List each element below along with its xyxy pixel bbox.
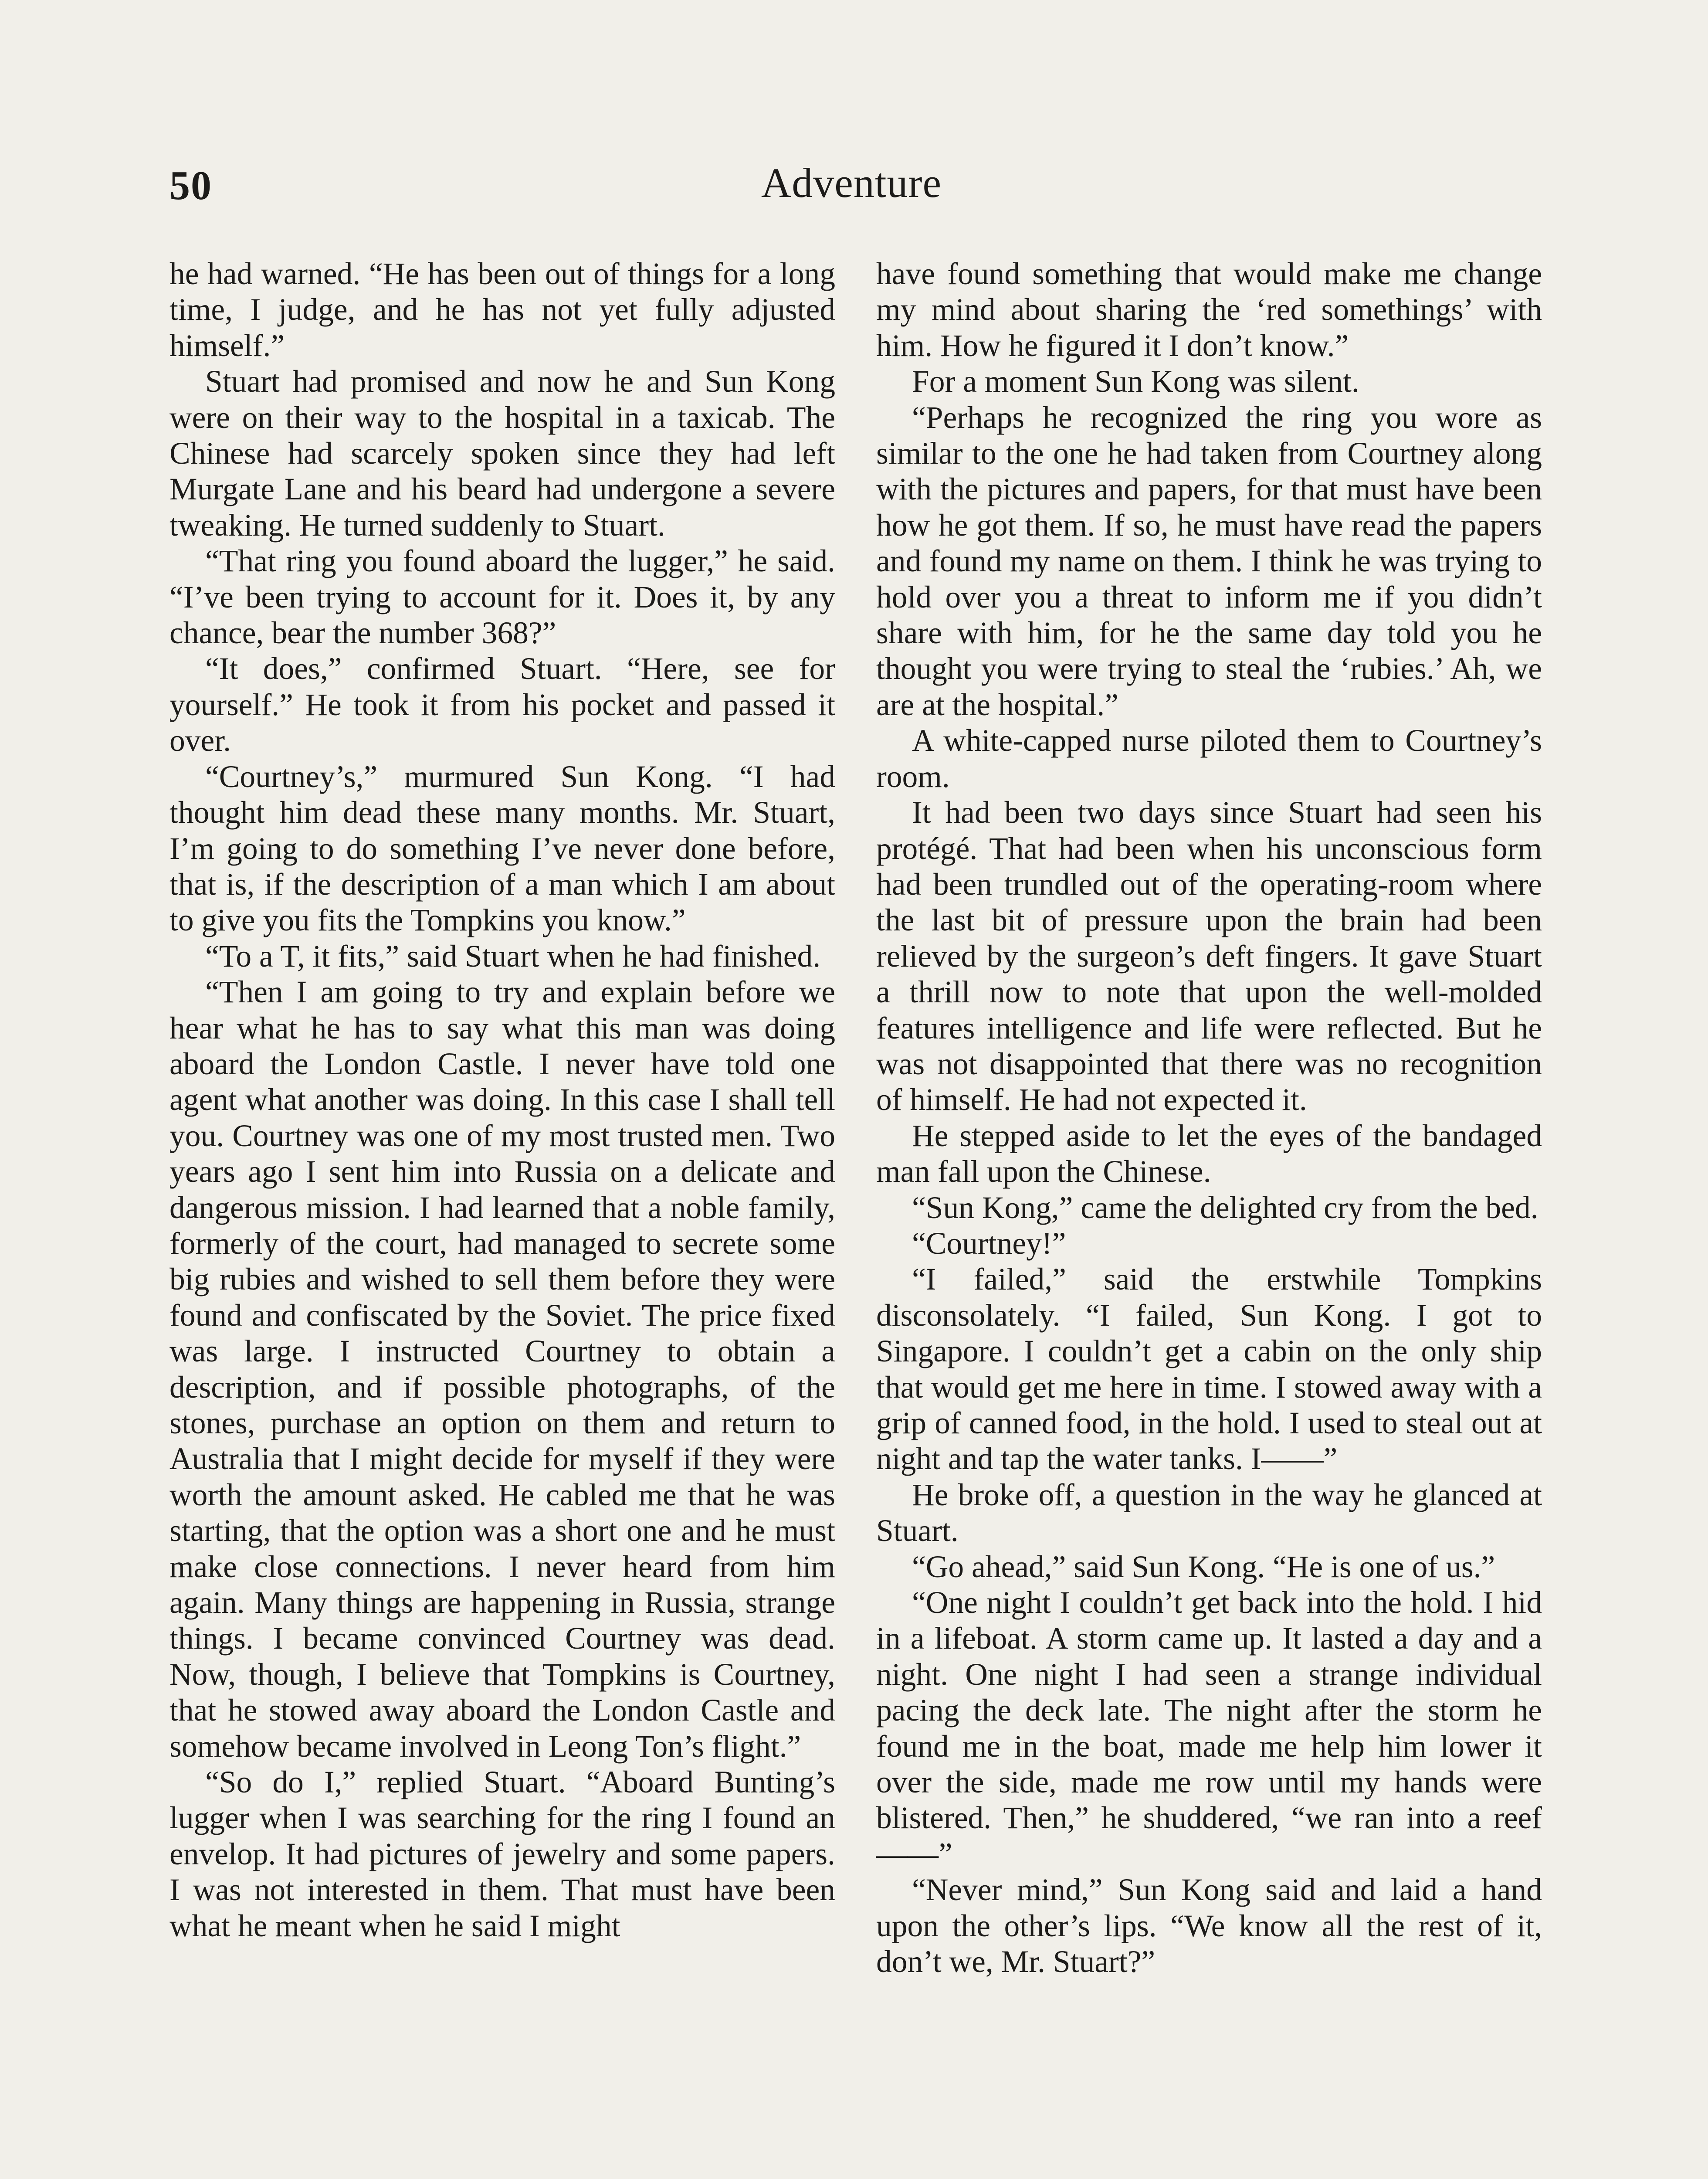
paragraph: For a moment Sun Kong was silent. [912,364,1359,399]
paragraph: “I failed,” said the erstwhile Tompkins disconsolately. “I failed, Sun Kong. I got to Singapore. I couldn’t get a cabin on the only ship that would get me here in time. I stowed away with a grip of canned food, in the hold. I used to steal out at night and tap the water tanks. I——” [876,1262,1542,1476]
paragraph: “That ring you found aboard the lugger,” he said. “I’ve been trying to account for it. Does it, by any chance, bear the number 368?” [169,544,835,651]
paragraph: “Perhaps he recognized the ring you wore as similar to the one he had taken from Courtney along with the pictures and papers, for that must have been how he got them. If so, he must have read the papers and found my name on them. I think he was trying to hold over you a threat to inform me if you didn’t share with him, for he the same day told you he thought you were trying to steal the ‘rubies.’ Ah, we are at the hospital.” [876,400,1542,722]
paragraph: he had warned. “He has been out of things for a long time, I judge, and he has not yet fully adjusted himself.” [169,257,835,363]
paragraph: It had been two days since Stuart had seen his protégé. That had been when his unconscious form had been trundled out of the operating-room where the last bit of pressure upon the brain had been relieved by the surgeon’s deft fingers. It gave Stuart a thrill now to note that upon the well-molded features intelligence and life were reflected. But he was not disappointed that there was no recognition of himself. He had not expected it. [876,795,1542,1117]
paragraph: “It does,” confirmed Stuart. “Here, see for yourself.” He took it from his pocket and passed it over. [169,652,835,758]
right-text-column [876,256,1542,1980]
page-header [169,162,1533,223]
page-number: 50 [169,163,212,208]
paragraph: “Courtney!” [912,1226,1066,1261]
paragraph: He broke off, a question in the way he glanced at Stuart. [876,1477,1542,1548]
paragraph: “So do I,” replied Stuart. “Aboard Bunting’s lugger when I was searching for the ring I found an envelop. It had pictures of jewelry and some papers. I was not interested in them. That must have been what he meant when he said I might [169,1765,835,1943]
paragraph: “Then I am going to try and explain before we hear what he has to say what this man was doing aboard the London Castle. I never have told one agent what another was doing. In this case I shall tell you. Courtney was one of my most trusted men. Two years ago I sent him into Russia on a delicate and dangerous mission. I had learned that a noble family, formerly of the court, had managed to secrete some big rubies and wished to sell them before they were found and confiscated by the Soviet. The price fixed was large. I instructed Courtney to obtain a description, and if possible photographs, of the stones, purchase an option on them and return to Australia that I might decide for myself if they were worth the amount asked. He cabled me that he was starting, that the option was a short one and he must make close connections. I never heard from him again. Many things are happening in Russia, strange things. I became convinced Courtney was dead. Now, though, I believe that Tompkins is Courtney, that he stowed away aboard the London Castle and somehow became involved in Leong Ton’s flight.” [169,975,835,1764]
paragraph: “Courtney’s,” murmured Sun Kong. “I had thought him dead these many months. Mr. Stuart, I’m going to do something I’ve never done before, that is, if the description of a man which I am about to give you fits the Tompkins you know.” [169,759,835,938]
paragraph: A white-capped nurse piloted them to Courtney’s room. [876,723,1542,794]
paragraph: He stepped aside to let the eyes of the bandaged man fall upon the Chinese. [876,1118,1542,1189]
paragraph: “To a T, it fits,” said Stuart when he had finished. [205,939,821,974]
paragraph: “Never mind,” Sun Kong said and laid a hand upon the other’s lips. “We know all the rest of it, don’t we, Mr. Stuart?” [876,1873,1542,1979]
paragraph: “Go ahead,” said Sun Kong. “He is one of us.” [912,1549,1495,1584]
running-title: Adventure [761,160,942,206]
paragraph: “One night I couldn’t get back into the hold. I hid in a lifeboat. A storm came up. It lasted a day and a night. One night I had seen a strange individual pacing the deck late. The night after the storm he found me in the boat, made me help him lower it over the side, made me row until my hands were blistered. Then,” he shuddered, “we ran into a reef——” [876,1585,1542,1871]
paragraph: have found something that would make me change my mind about sharing the ‘red somethings’ with him. How he figured it I don’t know.” [876,257,1542,363]
paragraph: “Sun Kong,” came the delighted cry from the bed. [912,1190,1539,1225]
left-text-column [169,256,835,1944]
paragraph: Stuart had promised and now he and Sun Kong were on their way to the hospital in a taxicab. The Chinese had scarcely spoken since they had left Murgate Lane and his beard had undergone a severe tweaking. He turned suddenly to Stuart. [169,364,835,543]
